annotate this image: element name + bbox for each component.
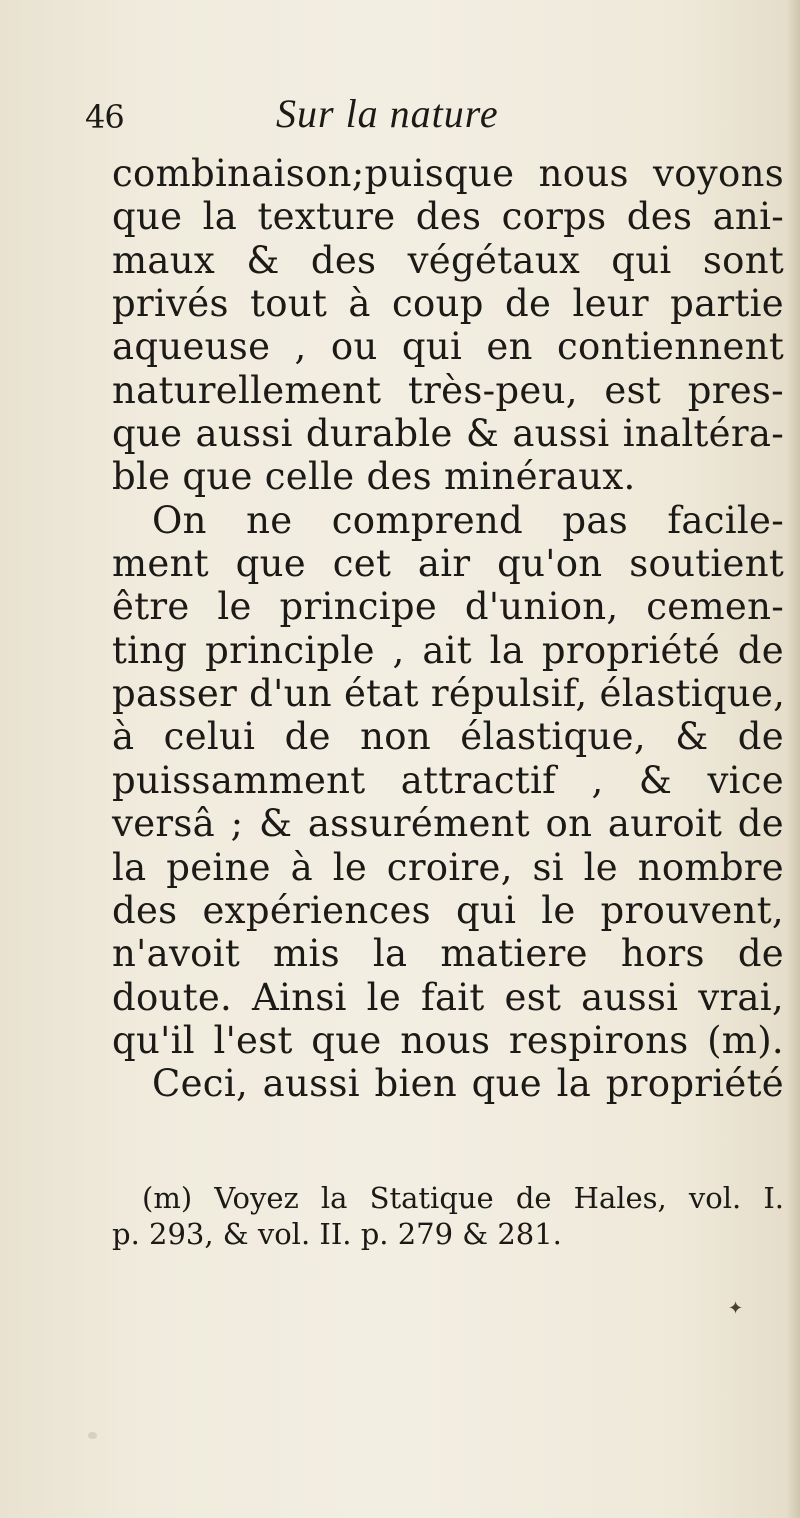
text-line: ble que celle des minéraux. bbox=[112, 455, 636, 499]
text-line: que aussi durable & aussi inaltéra- bbox=[112, 412, 784, 456]
footnote-line: (m) Voyez la Statique de Hales, vol. I. bbox=[142, 1181, 784, 1215]
text-line: naturellement très-peu, est pres- bbox=[112, 368, 784, 412]
footnote-line: p. 293, & vol. II. p. 279 & 281. bbox=[112, 1217, 562, 1251]
text-line: aqueuse , ou qui en contiennent bbox=[112, 325, 784, 369]
page-edge-shadow bbox=[786, 0, 800, 1518]
text-line: des expériences qui le prouvent, bbox=[112, 888, 784, 932]
text-line: ting principle , ait la propriété de bbox=[112, 628, 784, 672]
paper-stain bbox=[88, 1432, 97, 1439]
text-line: versâ ; & assurément on auroit de bbox=[112, 802, 784, 846]
text-line: qu'il l'est que nous respirons (m). bbox=[112, 1018, 784, 1062]
text-line: combinaison;puisque nous voyons bbox=[112, 152, 784, 195]
text-line: privés tout à coup de leur partie bbox=[112, 282, 784, 326]
text-line: puissamment attractif , & vice bbox=[112, 758, 784, 802]
text-line: ment que cet air qu'on soutient bbox=[112, 542, 784, 586]
text-line: être le principe d'union, cemen- bbox=[112, 585, 784, 629]
text-line: à celui de non élastique, & de bbox=[112, 715, 784, 759]
body-text bbox=[112, 152, 784, 1106]
footnote bbox=[112, 1180, 784, 1252]
running-title: Sur la nature bbox=[276, 91, 499, 136]
text-line: doute. Ainsi le fait est aussi vrai, bbox=[112, 975, 784, 1019]
text-line: que la texture des corps des ani- bbox=[112, 195, 784, 239]
text-line-paragraph-start: Ceci, aussi bien que la propriété bbox=[152, 1062, 784, 1106]
ink-speck-icon: ✦ bbox=[728, 1298, 744, 1319]
text-line: passer d'un état répulsif, élastique, bbox=[112, 672, 786, 716]
text-line-paragraph-start: On ne comprend pas facile- bbox=[152, 498, 784, 542]
text-line: maux & des végétaux qui sont bbox=[112, 238, 784, 282]
page-number: 46 bbox=[85, 98, 124, 136]
text-line: la peine à le croire, si le nombre bbox=[112, 845, 784, 889]
text-line: n'avoit mis la matiere hors de bbox=[112, 932, 784, 976]
page-header bbox=[0, 90, 800, 146]
